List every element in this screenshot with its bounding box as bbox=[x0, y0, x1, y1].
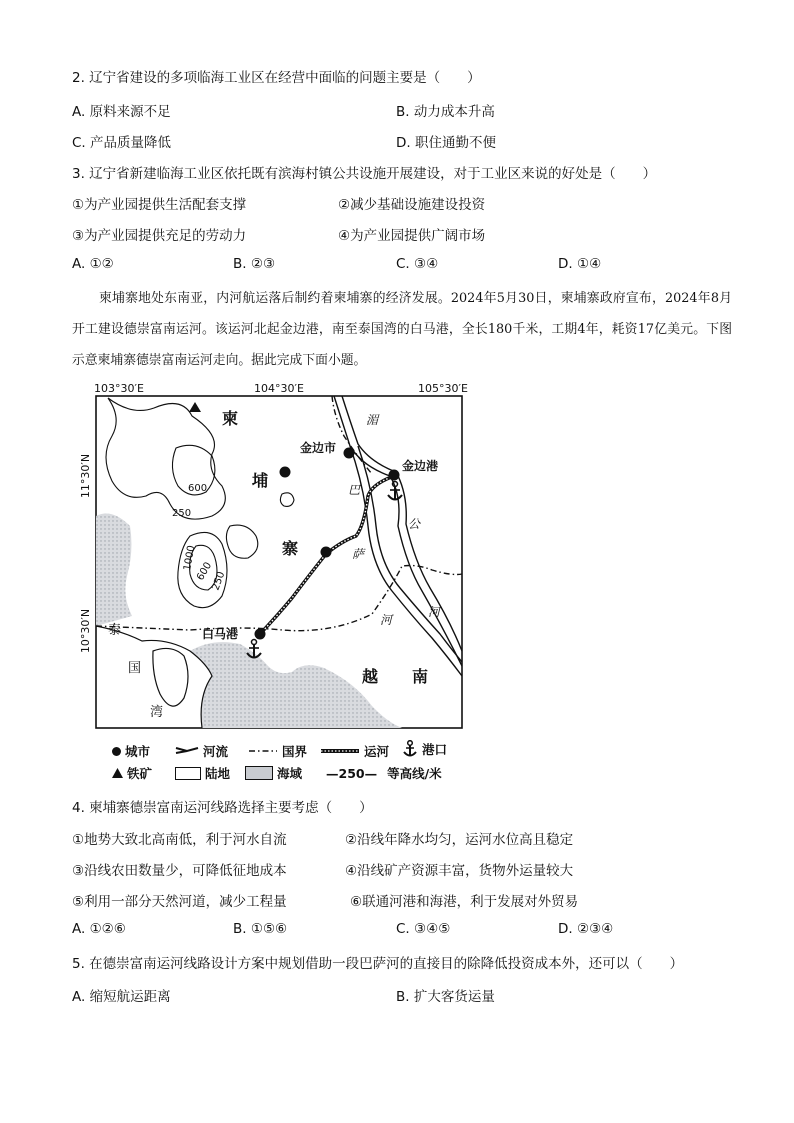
legend-border: 国界 bbox=[248, 742, 307, 760]
question-4-option-c: C. ③④⑤ bbox=[396, 921, 451, 937]
question-2-option-a: A. 原料来源不足 bbox=[72, 104, 171, 120]
contour-label-250-south: 250 bbox=[210, 570, 228, 593]
label-bassac-3: 河 bbox=[380, 613, 393, 627]
question-2-stem: 2. 辽宁省建设的多项临海工业区在经营中面临的问题主要是（ ） bbox=[72, 70, 481, 86]
sea-area-west bbox=[96, 514, 132, 626]
legend-border-icon bbox=[248, 746, 278, 756]
contour-label-250-north: 250 bbox=[172, 508, 192, 519]
question-4-statement-4: ④沿线矿产资源丰富，货物外运量较大 bbox=[345, 863, 574, 879]
question-2-option-b: B. 动力成本升高 bbox=[396, 104, 495, 120]
label-mekong-1: 湄 bbox=[366, 413, 379, 427]
question-5-option-a: A. 缩短航运距离 bbox=[72, 989, 171, 1005]
legend-port: 港口 bbox=[402, 740, 447, 758]
legend-land-icon bbox=[175, 767, 201, 780]
legend-sea-icon bbox=[245, 766, 273, 780]
question-4-option-b: B. ①⑤⑥ bbox=[233, 921, 288, 937]
question-3-statement-1: ①为产业园提供生活配套支撑 bbox=[72, 197, 247, 213]
label-cambodia-3: 寨 bbox=[282, 539, 299, 558]
legend-city-icon bbox=[112, 747, 121, 756]
legend-iron: 铁矿 bbox=[112, 764, 152, 782]
contour-label-1000: 1000 bbox=[182, 544, 198, 572]
question-4-option-d: D. ②③④ bbox=[558, 921, 614, 937]
question-3-statement-3: ③为产业园提供充足的劳动力 bbox=[72, 228, 247, 244]
question-2-option-d: D. 职住通勤不便 bbox=[396, 135, 496, 151]
question-3-option-c: C. ③④ bbox=[396, 256, 439, 272]
label-thai-2: 国 bbox=[128, 661, 142, 676]
question-5-option-b: B. 扩大客货运量 bbox=[396, 989, 495, 1005]
label-phnompenh-city: 金边市 bbox=[300, 441, 337, 455]
question-4-statement-6: ⑥联通河港和海港，利于发展对外贸易 bbox=[350, 894, 579, 910]
city-dot-1 bbox=[280, 467, 291, 478]
city-dot-phnompenh bbox=[344, 448, 355, 459]
legend-iron-icon bbox=[112, 768, 123, 778]
question-4-option-a: A. ①②⑥ bbox=[72, 921, 126, 937]
contour-label-600-north: 600 bbox=[188, 483, 208, 494]
label-mekong-2: 公 bbox=[408, 517, 421, 531]
lat-label-11-30: 11°30′N bbox=[79, 453, 92, 499]
label-thai-1: 泰 bbox=[108, 623, 122, 638]
city-dot-2 bbox=[321, 547, 332, 558]
question-4-statement-3: ③沿线农田数量少，可降低征地成本 bbox=[72, 863, 287, 879]
question-4-stem: 4. 柬埔寨德崇富南运河线路选择主要考虑（ ） bbox=[72, 800, 373, 816]
label-cambodia-1: 柬 bbox=[222, 409, 239, 428]
city-dot-port-phnompenh bbox=[389, 470, 400, 481]
legend-sea: 海域 bbox=[245, 764, 302, 782]
question-2-option-c: C. 产品质量降低 bbox=[72, 135, 172, 151]
lon-label-104-30: 104°30′E bbox=[254, 382, 304, 395]
city-dot-baima bbox=[255, 629, 266, 640]
question-4-statement-1: ①地势大致北高南低，利于河水自流 bbox=[72, 832, 287, 848]
lon-label-105-30: 105°30′E bbox=[418, 382, 468, 395]
legend-river-icon bbox=[175, 745, 199, 757]
question-4-statement-5: ⑤利用一部分天然河道，减少工程量 bbox=[72, 894, 287, 910]
question-3-option-a: A. ①② bbox=[72, 256, 114, 272]
label-bassac-1: 巴 bbox=[348, 483, 361, 497]
label-mekong-3: 河 bbox=[428, 605, 441, 619]
contour-label-600-south: 600 bbox=[195, 560, 215, 583]
label-vietnam-2: 南 bbox=[412, 667, 429, 686]
reading-passage: 柬埔寨地处东南亚，内河航运落后制约着柬埔寨的经济发展。2024年5月30日，柬埔寨政府宣布，2024年8月开工建设德崇富南运河。该运河北起金边港，南至泰国湾的白马港，全长180千米，工期4年，耗资17亿美元。下图示意柬埔寨德崇富南运河走向。据此完成下面小题。 bbox=[72, 291, 732, 368]
legend-land: 陆地 bbox=[175, 764, 230, 782]
question-3-statement-4: ④为产业园提供广阔市场 bbox=[338, 228, 486, 244]
lon-label-103-30: 103°30′E bbox=[94, 382, 144, 395]
question-5-stem: 5. 在德崇富南运河线路设计方案中规划借助一段巴萨河的直接目的除降低投资成本外，还可以（ ） bbox=[72, 956, 684, 972]
question-3-statement-2: ②减少基础设施建设投资 bbox=[338, 197, 486, 213]
label-baima-port: 白马港 bbox=[202, 627, 239, 641]
label-cambodia-2: 埔 bbox=[252, 471, 269, 490]
question-3-option-d: D. ①④ bbox=[558, 256, 602, 272]
legend-canal: 运河 bbox=[320, 742, 389, 760]
legend-canal-icon bbox=[320, 746, 360, 756]
legend-city: 城市 bbox=[112, 742, 150, 760]
lat-label-10-30: 10°30′N bbox=[79, 608, 92, 654]
canal-map bbox=[72, 376, 472, 740]
legend-anchor-icon bbox=[402, 740, 418, 758]
legend-river: 河流 bbox=[175, 742, 228, 760]
question-3-stem: 3. 辽宁省新建临海工业区依托既有滨海村镇公共设施开展建设，对于工业区来说的好处是（ ） bbox=[72, 166, 657, 182]
label-vietnam-1: 越 bbox=[362, 667, 379, 686]
legend-contour: —250— 等高线/米 bbox=[326, 765, 442, 781]
label-bassac-2: 萨 bbox=[352, 547, 365, 561]
legend-contour-sample: —250— bbox=[326, 765, 378, 781]
label-thai-3: 湾 bbox=[150, 705, 164, 720]
label-phnompenh-port: 金边港 bbox=[402, 459, 439, 473]
question-4-statement-2: ②沿线年降水均匀，运河水位高且稳定 bbox=[345, 832, 574, 848]
question-3-option-b: B. ②③ bbox=[233, 256, 276, 272]
